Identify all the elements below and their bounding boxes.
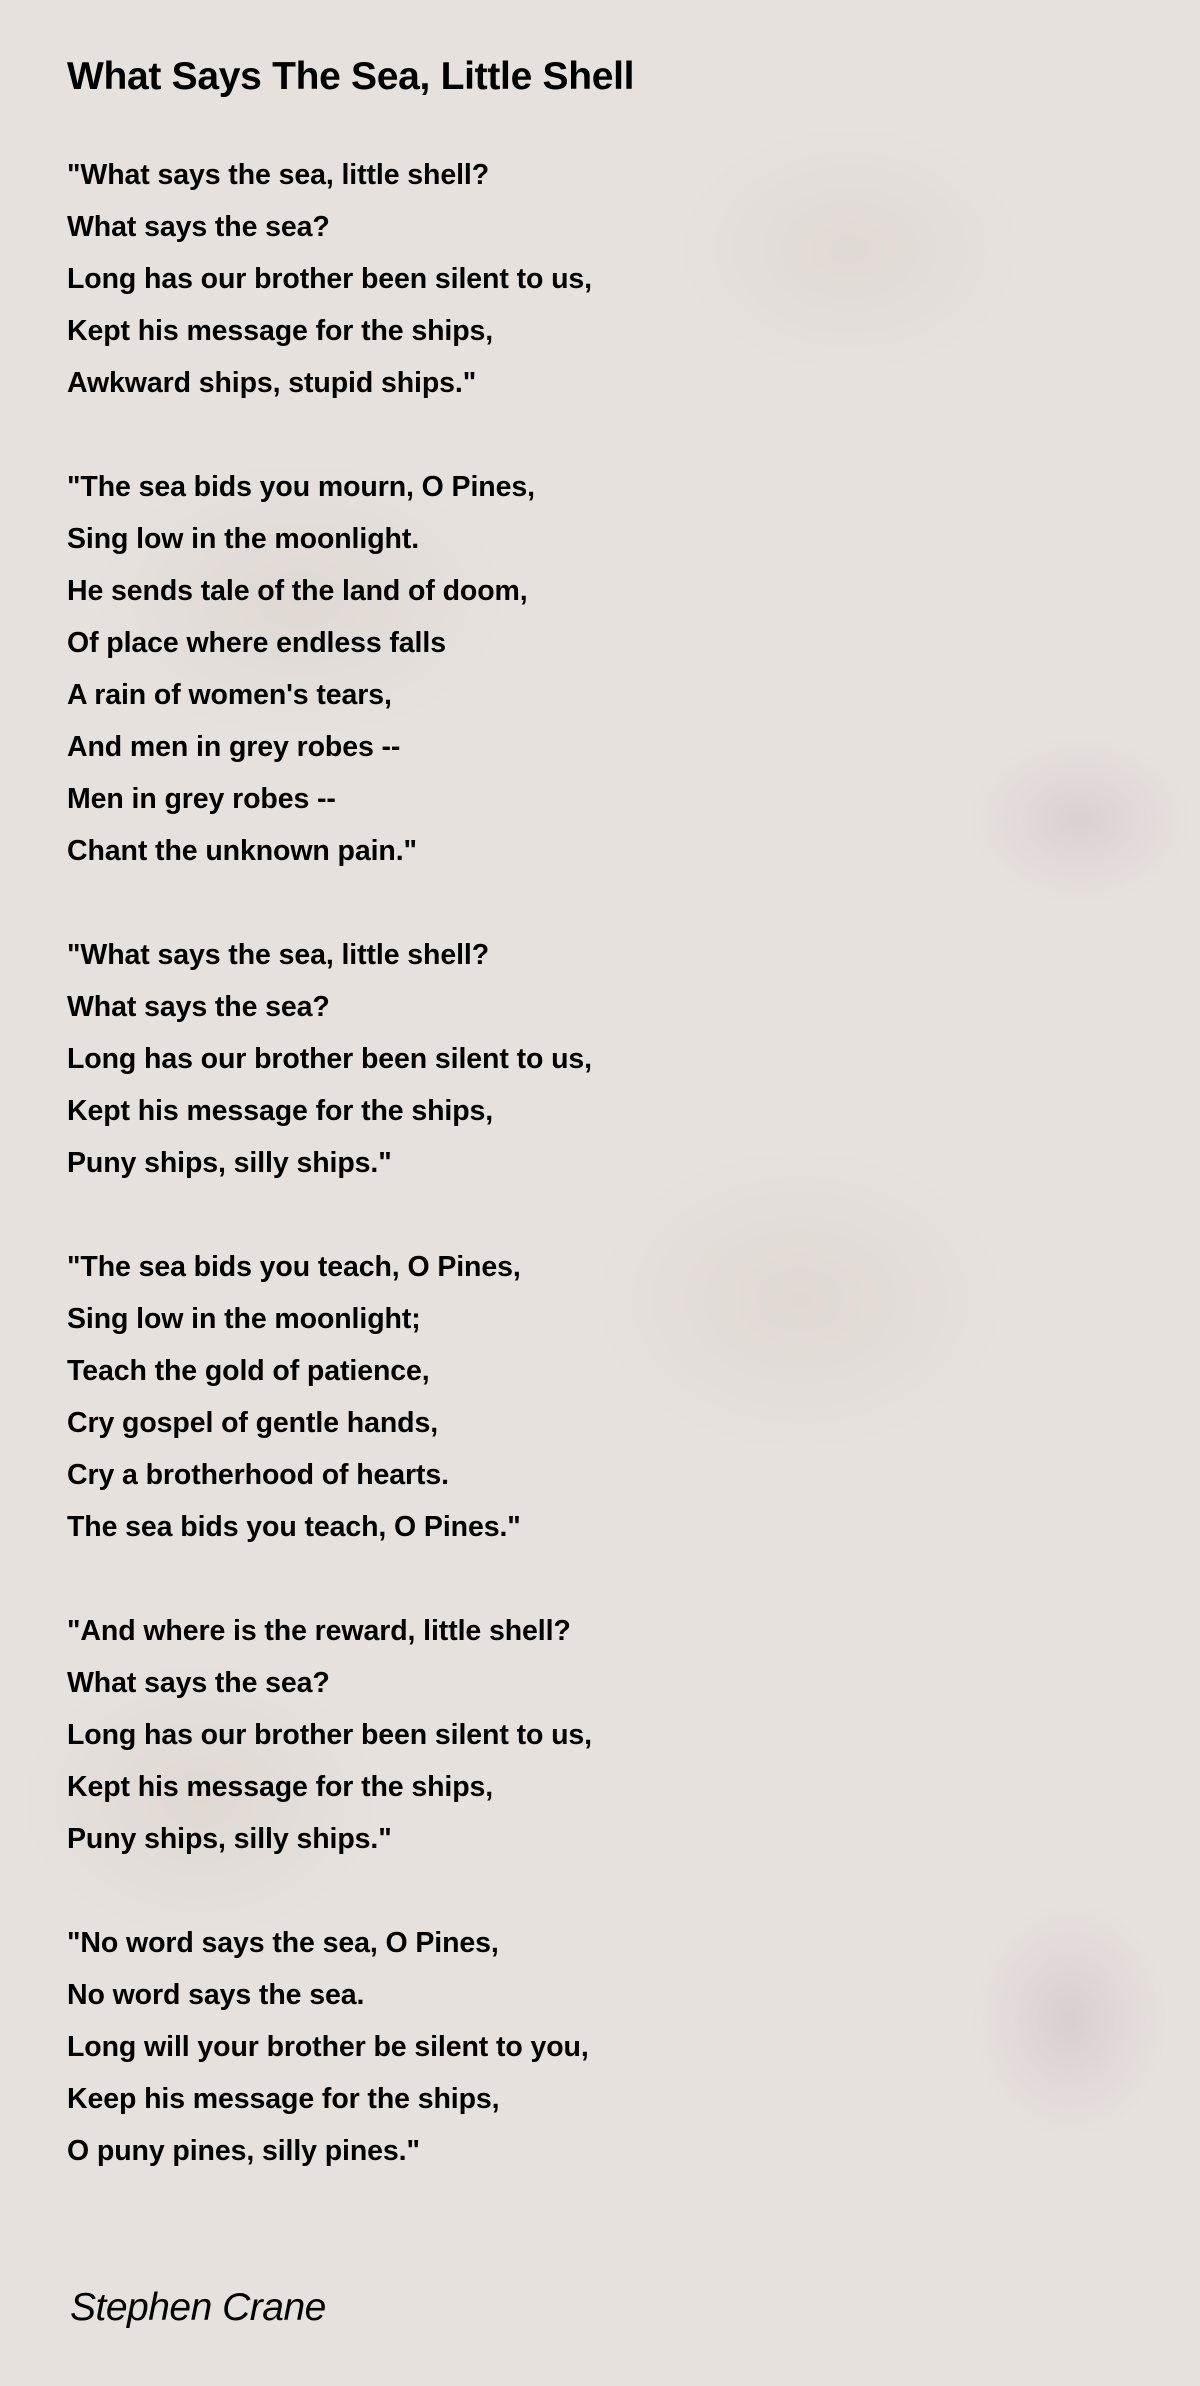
poem-line: And men in grey robes --	[67, 731, 401, 763]
poem-line: "The sea bids you teach, O Pines,	[67, 1251, 521, 1283]
poem-line: Teach the gold of patience,	[67, 1355, 430, 1387]
poem-line: He sends tale of the land of doom,	[67, 575, 528, 607]
poem-title: What Says The Sea, Little Shell	[67, 55, 635, 98]
poem-line: Puny ships, silly ships."	[67, 1147, 392, 1179]
poem-line: Long will your brother be silent to you,	[67, 2031, 589, 2063]
poem-line: Long has our brother been silent to us,	[67, 263, 592, 295]
stanza	[67, 149, 592, 409]
poem-line: Sing low in the moonlight;	[67, 1303, 421, 1335]
poem-line: Long has our brother been silent to us,	[67, 1043, 592, 1075]
poem-line: Chant the unknown pain."	[67, 835, 417, 867]
stanza	[67, 1605, 592, 1865]
poem-line: The sea bids you teach, O Pines."	[67, 1511, 521, 1543]
poem-line: What says the sea?	[67, 1667, 330, 1699]
poem-line: Cry gospel of gentle hands,	[67, 1407, 439, 1439]
stanza	[67, 1241, 592, 1553]
poem-line: No word says the sea.	[67, 1979, 365, 2011]
poem-line: Kept his message for the ships,	[67, 315, 494, 347]
poem-line: "What says the sea, little shell?	[67, 939, 490, 971]
poem-line: Kept his message for the ships,	[67, 1771, 494, 1803]
poem-line: Puny ships, silly ships."	[67, 1823, 392, 1855]
stanza	[67, 1917, 592, 2177]
poem-line: What says the sea?	[67, 991, 330, 1023]
poem-line: A rain of women's tears,	[67, 679, 392, 711]
poem-line: "What says the sea, little shell?	[67, 159, 490, 191]
poem-line: Awkward ships, stupid ships."	[67, 367, 477, 399]
stanza	[67, 461, 592, 877]
poem-line: "And where is the reward, little shell?	[67, 1615, 571, 1647]
poem-line: O puny pines, silly pines."	[67, 2135, 420, 2167]
poem-line: Kept his message for the ships,	[67, 1095, 494, 1127]
poem-line: Of place where endless falls	[67, 627, 446, 659]
poem-line: Sing low in the moonlight.	[67, 523, 420, 555]
poem-line: Long has our brother been silent to us,	[67, 1719, 592, 1751]
poem-line: What says the sea?	[67, 211, 330, 243]
poem-body	[67, 149, 592, 2229]
poem-author: Stephen Crane	[70, 2286, 326, 2329]
poem-line: "The sea bids you mourn, O Pines,	[67, 471, 535, 503]
poem-line: Keep his message for the ships,	[67, 2083, 500, 2115]
stanza	[67, 929, 592, 1189]
poem-line: "No word says the sea, O Pines,	[67, 1927, 499, 1959]
poem-line: Men in grey robes --	[67, 783, 336, 815]
poem-line: Cry a brotherhood of hearts.	[67, 1459, 449, 1491]
